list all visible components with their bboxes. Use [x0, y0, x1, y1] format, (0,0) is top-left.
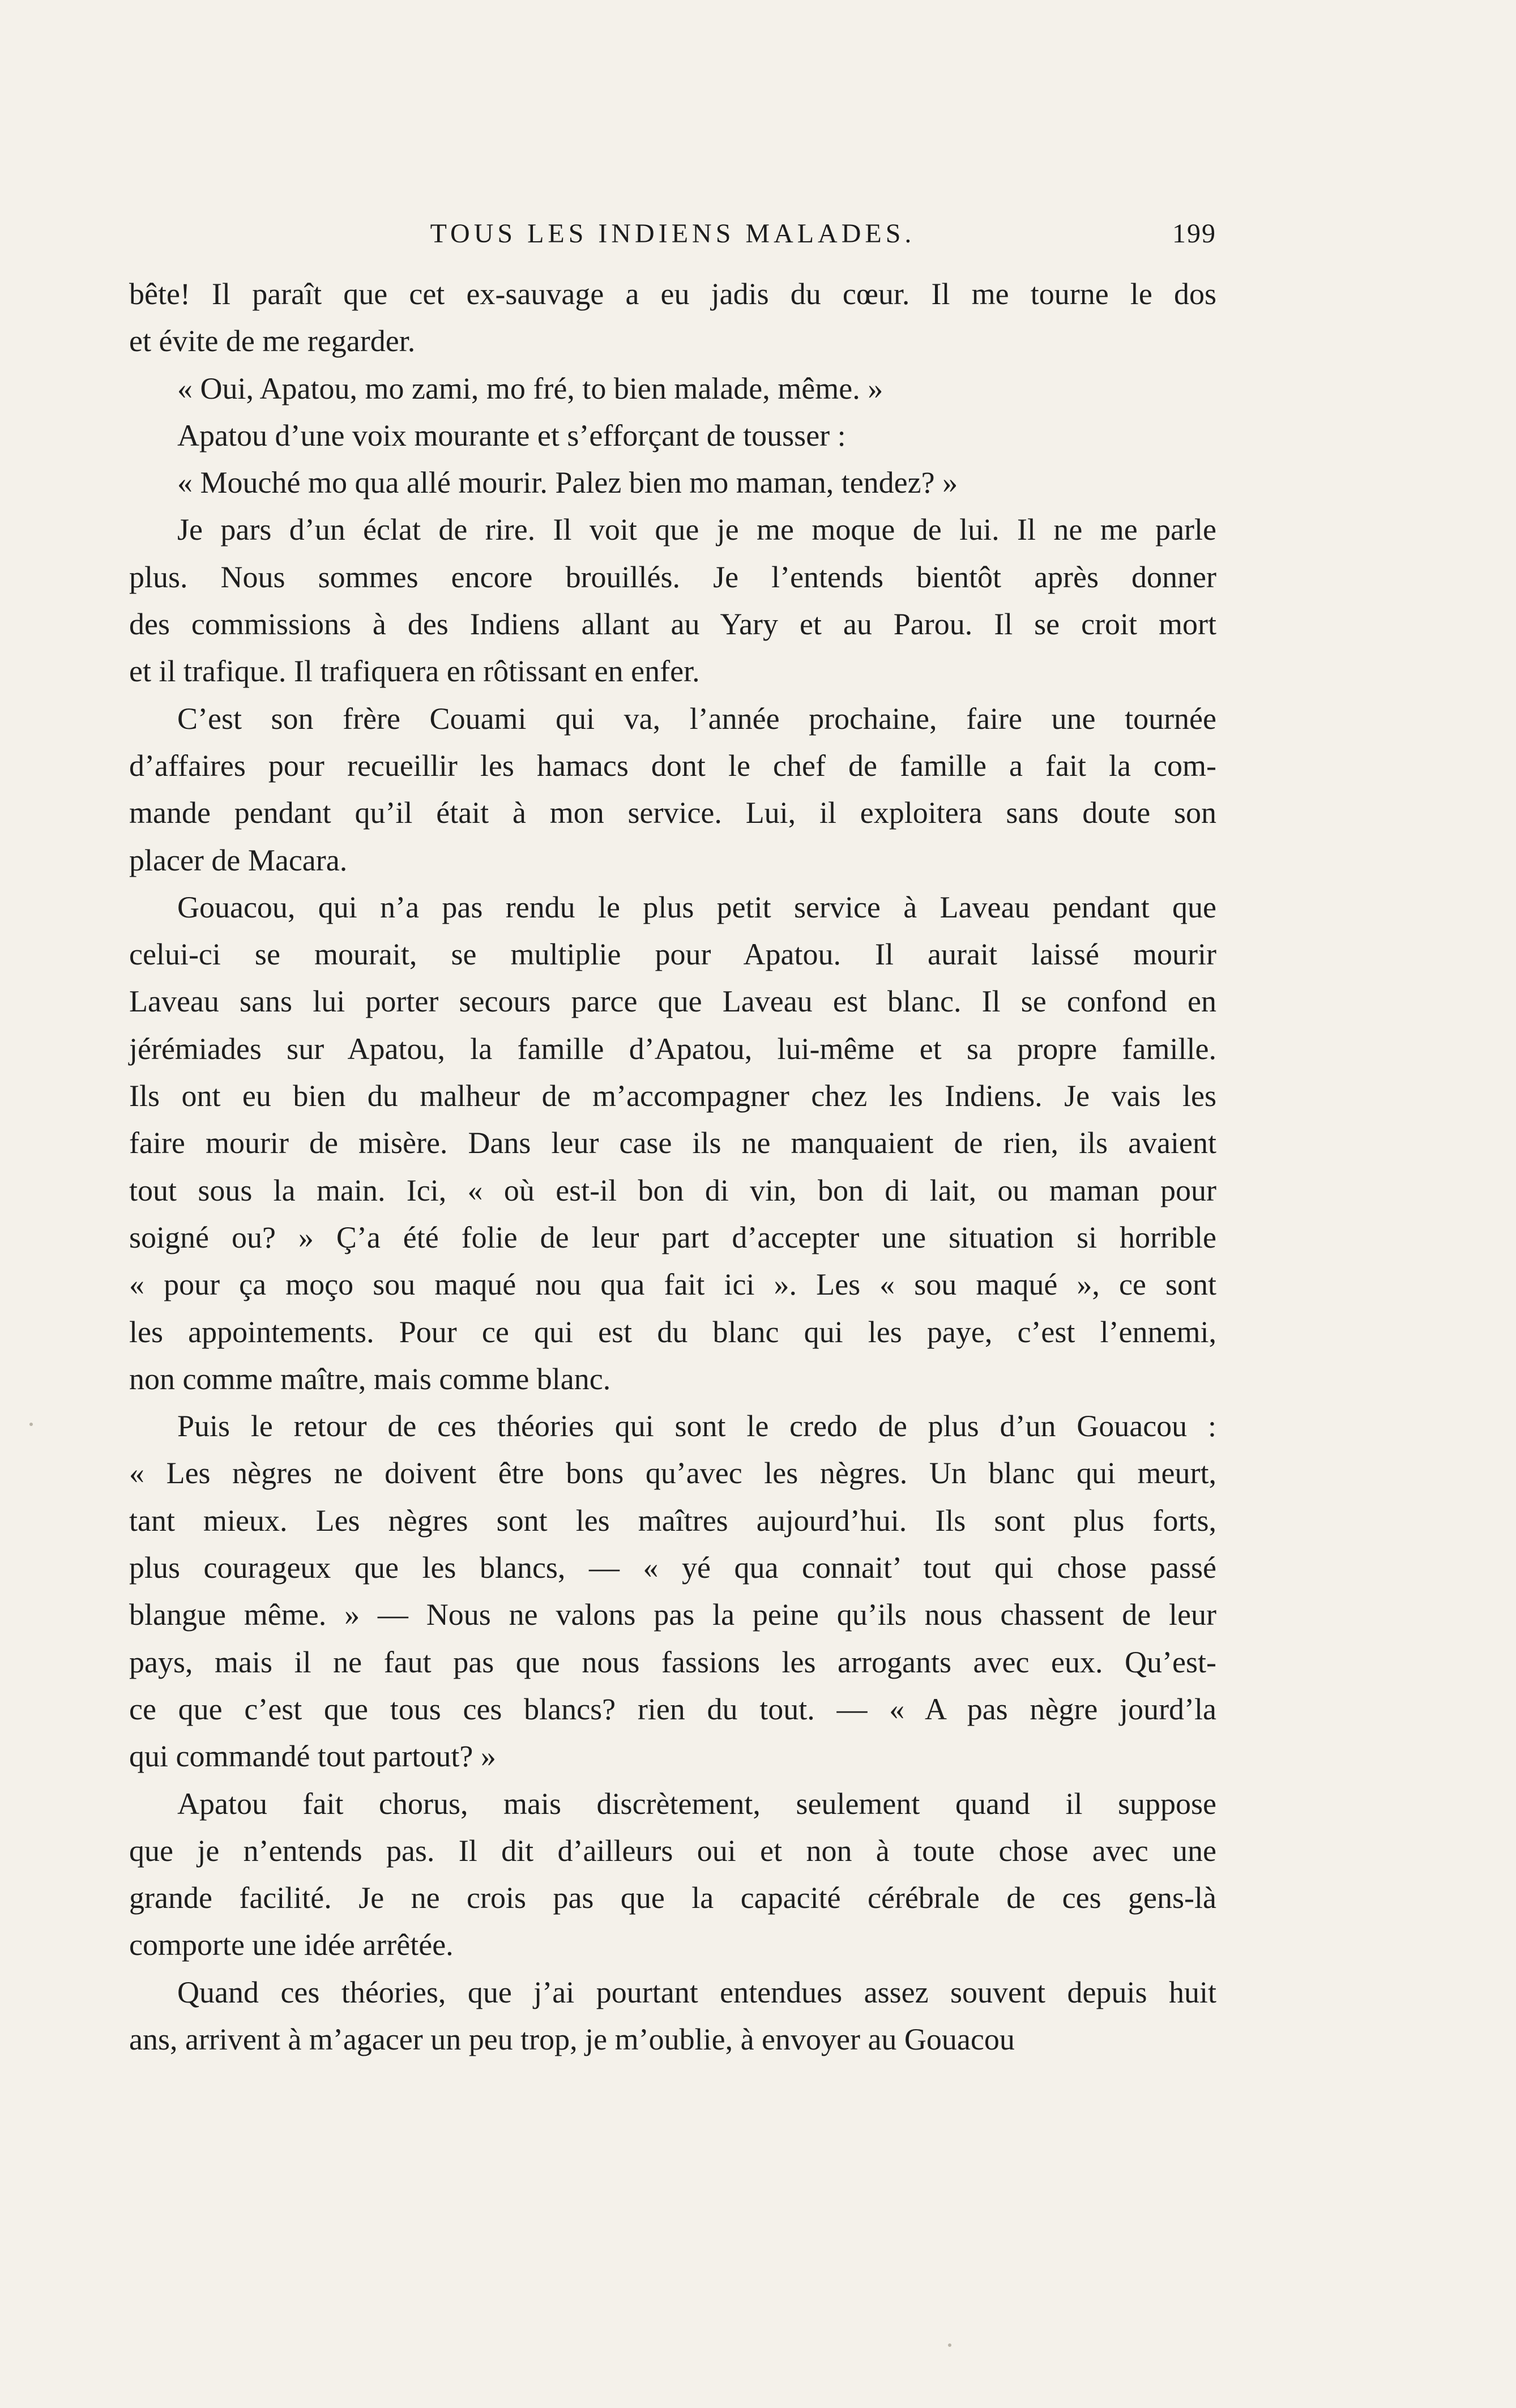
text-line: ans, arrivent à m’agacer un peu trop, je m’oublie, à envoyer au Gouacou — [129, 2022, 1015, 2056]
paragraph — [129, 1969, 1216, 2064]
running-title: TOUS LES INDIENS MALADES. — [430, 219, 916, 249]
text-line: « Oui, Apatou, mo zami, mo fré, to bien malade, même. » — [177, 371, 883, 405]
text-line: bête! Il paraît que cet ex-sauvage a eu jadis du cœur. Il me tourne le dos — [129, 277, 1216, 311]
text-line: C’est son frère Couami qui va, l’année prochaine, faire une tournée — [177, 701, 1216, 736]
text-line: pays, mais il ne faut pas que nous fassions les arrogants avec eux. Qu’est- — [129, 1645, 1216, 1679]
paragraph — [129, 1781, 1216, 1969]
text-line: ce que c’est que tous ces blancs? rien du tout. — « A pas nègre jourd’la — [129, 1692, 1216, 1726]
text-line: Puis le retour de ces théories qui sont le credo de plus d’un Gouacou : — [177, 1409, 1216, 1444]
text-line: Ils ont eu bien du malheur de m’accompagner chez les Indiens. Je vais les — [129, 1079, 1216, 1113]
paragraph — [129, 1403, 1216, 1780]
page-number: 199 — [1172, 219, 1216, 249]
text-line: « Mouché mo qua allé mourir. Palez bien mo maman, tendez? » — [177, 466, 958, 500]
text-line: comporte une idée arrêtée. — [129, 1928, 454, 1962]
text-line: jérémiades sur Apatou, la famille d’Apatou, lui-même et sa propre famille. — [129, 1031, 1216, 1066]
text-line: faire mourir de misère. Dans leur case ils ne manquaient de rien, ils avaient — [129, 1126, 1216, 1160]
text-line: Apatou d’une voix mourante et s’efforçant de tousser : — [177, 418, 846, 452]
text-line: blangue même. » — Nous ne valons pas la peine qu’ils nous chassent de leur — [129, 1598, 1216, 1632]
paragraph — [129, 459, 1216, 506]
text-line: Je pars d’un éclat de rire. Il voit que je me moque de lui. Il ne me parle — [177, 513, 1216, 547]
paragraph — [129, 695, 1216, 884]
paragraph — [129, 365, 1216, 412]
paragraph — [129, 884, 1216, 1403]
margin-speck — [948, 2343, 951, 2347]
text-line: tout sous la main. Ici, « où est-il bon di vin, bon di lait, ou maman pour — [129, 1173, 1216, 1207]
text-line: les appointements. Pour ce qui est du blanc qui les paye, c’est l’ennemi, — [129, 1314, 1216, 1349]
text-line: placer de Macara. — [129, 843, 348, 877]
paragraph — [129, 271, 1216, 365]
running-head — [129, 218, 1216, 258]
text-line: et évite de me regarder. — [129, 324, 416, 358]
text-line: plus. Nous sommes encore brouillés. Je l’entends bientôt après donner — [129, 560, 1216, 594]
paragraph — [129, 506, 1216, 695]
margin-speck — [29, 1423, 33, 1426]
text-line: Gouacou, qui n’a pas rendu le plus petit service à Laveau pendant que — [177, 890, 1216, 924]
text-line: « Les nègres ne doivent être bons qu’avec les nègres. Un blanc qui meurt, — [129, 1456, 1216, 1491]
paragraph — [129, 412, 1216, 459]
text-line: d’affaires pour recueillir les hamacs dont le chef de famille a fait la com- — [129, 748, 1216, 783]
text-line: soigné ou? » Ç’a été folie de leur part d’accepter une situation si horrible — [129, 1220, 1216, 1254]
body-text — [129, 271, 1216, 2063]
text-line: mande pendant qu’il était à mon service. Lui, il exploitera sans doute son — [129, 796, 1216, 830]
text-line: Laveau sans lui porter secours parce que Laveau est blanc. Il se confond en — [129, 984, 1216, 1019]
text-line: « pour ça moço sou maqué nou qua fait ici ». Les « sou maqué », ce sont — [129, 1267, 1216, 1302]
text-line: grande facilité. Je ne crois pas que la capacité cérébrale de ces gens-là — [129, 1881, 1216, 1915]
text-line: plus courageux que les blancs, — « yé qua connait’ tout qui chose passé — [129, 1551, 1216, 1585]
text-line: celui-ci se mourait, se multiplie pour Apatou. Il aurait laissé mourir — [129, 937, 1216, 972]
text-line: des commissions à des Indiens allant au Yary et au Parou. Il se croit mort — [129, 607, 1216, 642]
text-line: Quand ces théories, que j’ai pourtant entendues assez souvent depuis huit — [177, 1975, 1216, 2009]
text-line: qui commandé tout partout? » — [129, 1739, 496, 1774]
text-line: et il trafique. Il trafiquera en rôtissant en enfer. — [129, 654, 700, 689]
text-line: non comme maître, mais comme blanc. — [129, 1361, 611, 1396]
text-line: tant mieux. Les nègres sont les maîtres aujourd’hui. Ils sont plus forts, — [129, 1503, 1216, 1538]
text-line: que je n’entends pas. Il dit d’ailleurs oui et non à toute chose avec une — [129, 1833, 1216, 1868]
text-line: Apatou fait chorus, mais discrètement, seulement quand il suppose — [177, 1786, 1216, 1821]
